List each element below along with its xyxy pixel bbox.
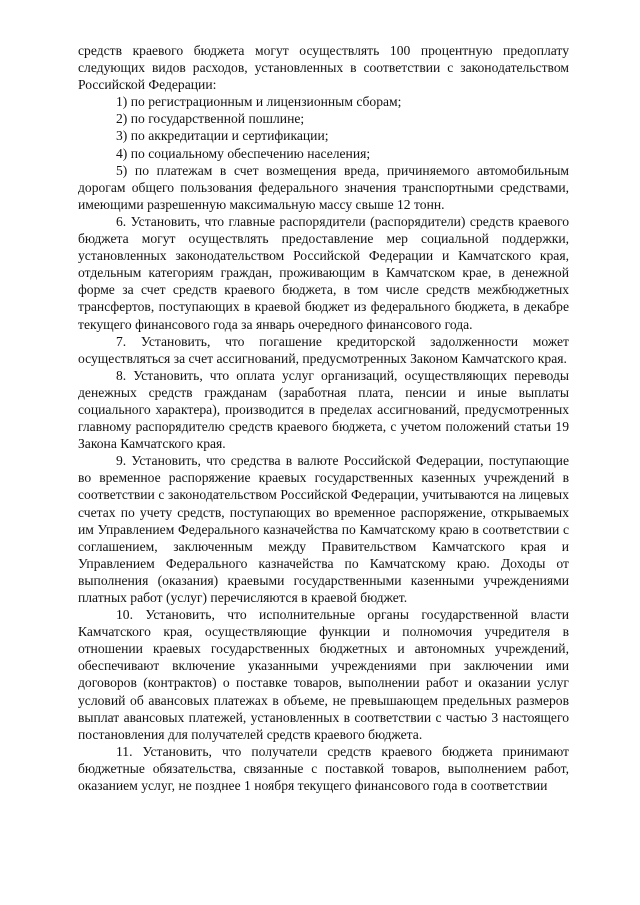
clause-11: 11. Установить, что получатели средств краевого бюджета принимают бюджетные обязательства, связанные с поставкой товаров, выполнением работ, оказанием услуг, не позднее 1 ноября текущего финансового года в соответствии — [78, 743, 569, 794]
paragraph-intro: средств краевого бюджета могут осуществлять 100 процентную предоплату следующих видов расходов, установленных в соответствии с законодательством Российской Федерации: — [78, 43, 569, 93]
document-page — [78, 42, 569, 794]
clause-8: 8. Установить, что оплата услуг организаций, осуществляющих переводы денежных средств гражданам (заработная плата, пенсии и иные выплаты социального характера), производится в пределах ассигнований, предусмотренных главному распорядителю средств краевого бюджета, с учетом положений статьи 19 Закона Камчатского края. — [78, 367, 569, 452]
list-item-3: 3) по аккредитации и сертификации; — [116, 128, 329, 144]
clause-6: 6. Установить, что главные распорядители (распорядители) средств краевого бюджета могут осуществлять предоставление мер социальной поддержки, установленных законодательством Российской Федерации и Камчатского края, отдельным категориям граждан, проживающим в Камчатском крае, в денежной форме за счет средств краевого бюджета, в том числе средств межбюджетных трансфертов, поступающих в краевой бюджет из федерального бюджета, в декабре текущего финансового года за январь очередного финансового года. — [78, 213, 569, 332]
clause-9: 9. Установить, что средства в валюте Российской Федерации, поступающие во временное распоряжение краевых государственных казенных учреждений в соответствии с законодательством Российской Федерации, учитываются на лицевых счетах по учету средств, поступающих во временное распоряжение, открываемых им Управлением Федерального казначейства по Камчатскому краю в соответствии с соглашением, заключенным между Правительством Камчатского края и Управлением Федерального казначейства по Камчатскому краю. Доходы от выполнения (оказания) краевыми государственными казенными учреждениями платных работ (услуг) перечисляются в краевой бюджет. — [78, 453, 569, 605]
list-item-2: 2) по государственной пошлине; — [116, 111, 305, 127]
clause-7: 7. Установить, что погашение кредиторской задолженности может осуществляться за счет ассигнований, предусмотренных Законом Камчатского края. — [78, 333, 569, 366]
list-item-4: 4) по социальному обеспечению населения; — [116, 145, 371, 161]
list-item-1: 1) по регистрационным и лицензионным сборам; — [116, 94, 402, 110]
list-item-5: 5) по платежам в счет возмещения вреда, причиняемого автомобильным дорогам общего пользования федерального значения транспортными средствами, имеющими разрешенную максимальную массу свыше 12 тонн. — [78, 162, 569, 212]
clause-10: 10. Установить, что исполнительные органы государственной власти Камчатского края, осуществляющие функции и полномочия учредителя в отношении краевых государственных бюджетных и автономных учреждений, обеспечивают включение указанными учреждениями при заключении ими договоров (контрактов) о поставке товаров, выполнении работ и оказании услуг условий об авансовых платежах в объеме, не превышающем предельных размеров выплат авансовых платежей, установленных в соответствии с частью 3 настоящего постановления для получателей средств краевого бюджета. — [78, 607, 569, 742]
